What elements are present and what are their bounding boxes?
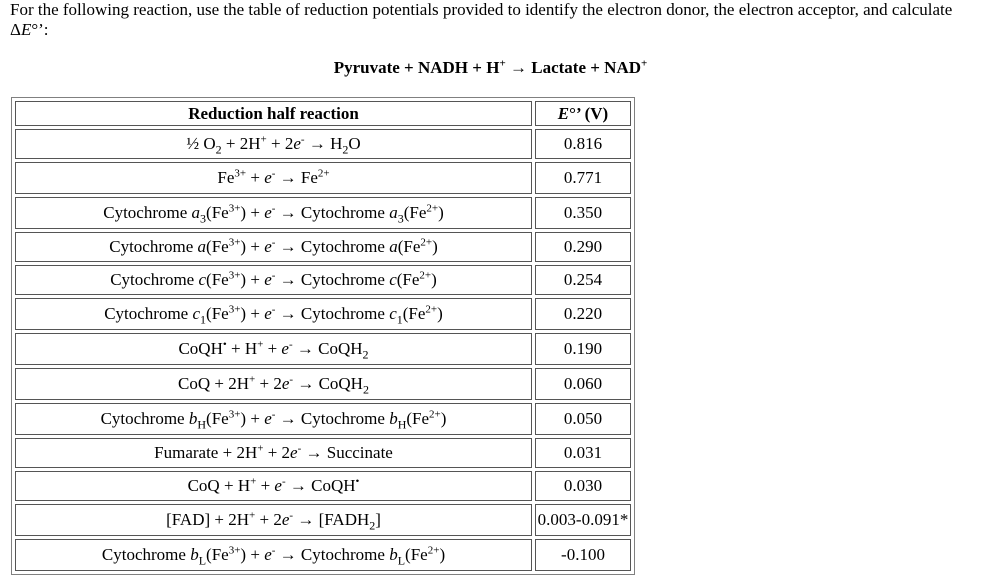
- header-potential: E°’ (V): [535, 101, 631, 126]
- table-row: [15, 471, 631, 501]
- table-row: [15, 504, 631, 536]
- potential-cell: 0.350: [535, 197, 631, 229]
- potential-cell: 0.050: [535, 403, 631, 435]
- table-row: [15, 539, 631, 571]
- table-row: [15, 298, 631, 330]
- reduction-potential-table: [11, 97, 635, 575]
- potential-cell: 0.003-0.091*: [535, 504, 631, 536]
- table-header-row: [15, 101, 631, 126]
- table-row: [15, 162, 631, 194]
- half-reaction-cell: Cytochrome $b_H(Fe^{3+}) + e^-$ → Cytochrome $b_H(Fe^{2+})$: [15, 403, 532, 435]
- table-row: [15, 438, 631, 468]
- half-reaction-cell: CoQ + H+ + e- → CoQH•: [15, 471, 532, 501]
- header-half-reaction: Reduction half reaction: [15, 101, 532, 126]
- table-row: [15, 232, 631, 262]
- table-row: [15, 333, 631, 365]
- potential-cell: 0.030: [535, 471, 631, 501]
- half-reaction-cell: Fumarate + 2H+ + 2e- → Succinate: [15, 438, 532, 468]
- potential-cell: 0.771: [535, 162, 631, 194]
- half-reaction-cell: CoQ + 2H+ + 2e- → CoQH$_2$: [15, 368, 532, 400]
- potential-cell: 0.254: [535, 265, 631, 295]
- half-reaction-cell: Cytochrome $c(Fe^{3+}) + e^-$ → Cytochrome $c(Fe^{2+})$: [15, 265, 532, 295]
- potential-cell: 0.290: [535, 232, 631, 262]
- question-text: [10, 0, 985, 40]
- half-reaction-cell: Cytochrome $c_1(Fe^{3+}) + e^-$ → Cytochrome $c_1(Fe^{2+})$: [15, 298, 532, 330]
- half-reaction-cell: Cytochrome $b_L(Fe^{3+}) + e^-$ → Cytochrome $b_L(Fe^{2+})$: [15, 539, 532, 571]
- reaction-equation: Pyruvate + NADH + H+ → Lactate + NAD+: [333, 57, 648, 77]
- half-reaction-cell: $Fe^{3+} + e^- \to Fe^{2+}$: [15, 162, 532, 194]
- table-row: [15, 129, 631, 159]
- question-sentence: For the following reaction, use the table of reduction potentials provided to identify the electron donor, the electron acceptor, and calculate: [10, 0, 953, 19]
- delta-e-label: ΔE°’:: [10, 20, 49, 39]
- half-reaction-cell: CoQH• + H+ + e- → CoQH$_2$: [15, 333, 532, 365]
- potential-cell: 0.220: [535, 298, 631, 330]
- potential-cell: 0.031: [535, 438, 631, 468]
- table-row: [15, 368, 631, 400]
- half-reaction-cell: $[FAD] + 2H^+ + 2e^- \to [FADH_2]$: [15, 504, 532, 536]
- half-reaction-cell: Cytochrome $a(Fe^{3+}) + e^-$ → Cytochrome $a(Fe^{2+})$: [15, 232, 532, 262]
- potential-cell: 0.190: [535, 333, 631, 365]
- half-reaction-cell: Cytochrome $a_3(Fe^{3+}) + e^-$ → Cytochrome $a_3(Fe^{2+})$: [15, 197, 532, 229]
- potential-cell: 0.060: [535, 368, 631, 400]
- half-reaction-cell: ½ $O_2 + 2H^+ + 2e^- \to H_2O$: [15, 129, 532, 159]
- table-row: [15, 403, 631, 435]
- table-row: [15, 265, 631, 295]
- potential-cell: -0.100: [535, 539, 631, 571]
- potential-cell: 0.816: [535, 129, 631, 159]
- table-row: [15, 197, 631, 229]
